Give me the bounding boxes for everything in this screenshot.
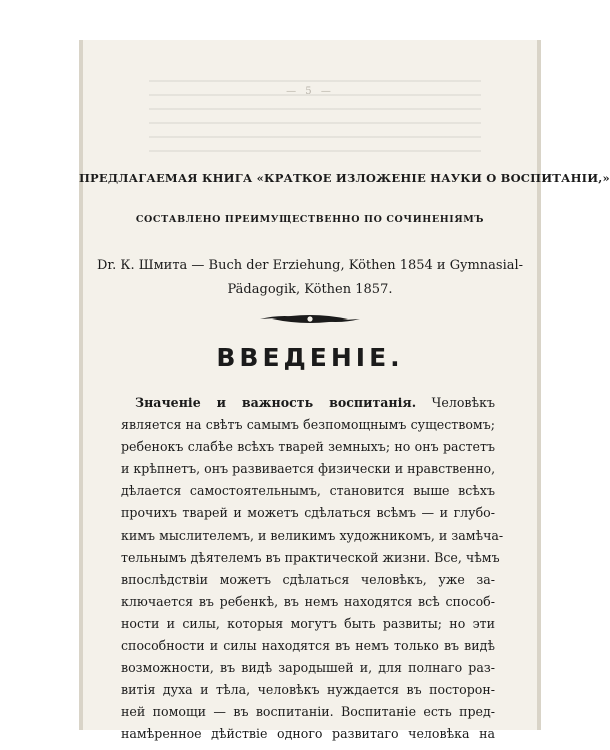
ornament-divider <box>258 312 362 326</box>
text-line: ней помощи — въ воспитаніи. Воспитаніе есть пред- <box>121 704 495 720</box>
book-subtitle-line: СОСТАВЛЕНО ПРЕИМУЩЕСТВЕННО ПО СОЧИНЕНІЯМЪ <box>135 214 485 225</box>
scan-edge-left <box>79 40 83 730</box>
text-line: дѣлается самостоятельнымъ, становится выше всѣхъ <box>121 483 495 499</box>
text-line: ности и силы, которыя могутъ быть развиты; но эти <box>121 615 495 631</box>
source-line-1: Dr. К. Шмита — Buch der Erziehung, Köthen 1854 и Gymnasial- <box>96 258 524 273</box>
body-text <box>121 392 504 746</box>
book-page <box>79 40 610 742</box>
source-line-2: Pädagogik, Köthen 1857. <box>227 282 393 297</box>
text-line: возможности, въ видѣ зародышей и, для полнаго раз- <box>121 660 495 676</box>
section-title: Значеніе и важность воспитанія. <box>135 395 417 410</box>
scan-edge-right <box>537 40 541 730</box>
text-line: витія духа и тѣла, человѣкъ нуждается въ посторон- <box>121 682 495 698</box>
text-line: способности и силы находятся въ немъ только въ видѣ <box>121 638 495 654</box>
first-line-rest: Человѣкъ <box>431 395 495 410</box>
chapter-heading: ВВЕДЕНІЕ. <box>216 343 404 372</box>
text-line: прочихъ тварей и можетъ сдѣлаться всѣмъ — и глубо- <box>121 505 495 521</box>
text-line: намѣренное дѣйствіе одного развитаго человѣка на <box>121 726 495 742</box>
text-line: и крѣпнетъ, онъ развивается физически и нравственно, <box>121 461 496 477</box>
text-line: ключается въ ребенкѣ, въ немъ находятся всѣ способ- <box>121 593 495 609</box>
text-line: впослѣдствіи можетъ сдѣлаться человѣкъ, уже за- <box>121 571 495 587</box>
page-number: — 5 — <box>286 86 334 97</box>
text-line: кимъ мыслителемъ, и великимъ художникомъ, и замѣча- <box>121 527 504 543</box>
text-line: тельнымъ дѣятелемъ въ практической жизни. Все, чѣмъ <box>121 549 500 565</box>
book-title-line: ПРЕДЛАГАЕМАЯ КНИГА «КРАТКОЕ ИЗЛОЖЕНІЕ НАУКИ О ВОСПИТАНІИ,» <box>79 171 610 185</box>
text-line <box>121 392 495 414</box>
text-line: является на свѣтъ самымъ безпомощнымъ существомъ; <box>121 417 495 433</box>
text-line: ребенокъ слабѣе всѣхъ тварей земныхъ; но онъ растетъ <box>121 439 495 455</box>
